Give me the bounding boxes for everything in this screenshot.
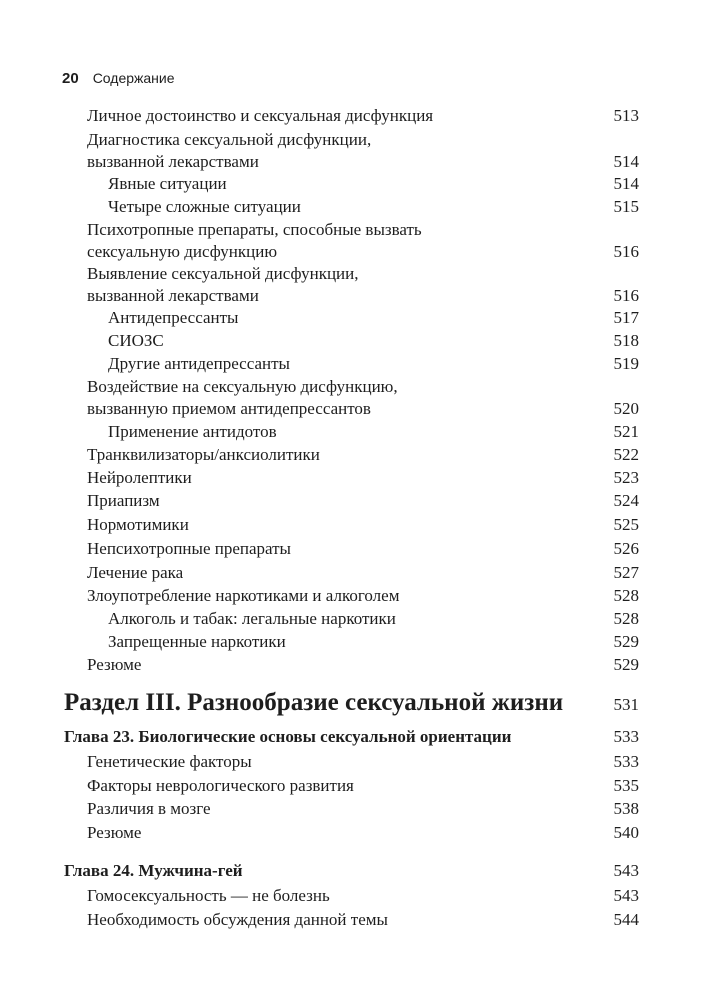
toc-entry-page: 527: [613, 563, 639, 582]
toc-subentry: [0, 420, 703, 443]
toc-entry: [0, 750, 703, 773]
toc-entry-page: 544: [613, 910, 639, 929]
toc-entry-page: 514: [613, 174, 639, 193]
toc-entry-page: 533: [613, 752, 639, 771]
toc-entry-page: 524: [613, 491, 639, 510]
toc-entry-title-cont: вызванной лекарствами: [87, 286, 259, 305]
toc-entry: [0, 218, 703, 264]
toc-chapter-heading: [0, 725, 703, 748]
toc-entry-page: 543: [613, 886, 639, 905]
toc-entry-page: 538: [613, 799, 639, 818]
toc-entry-title: Личное достоинство и сексуальная дисфункция: [87, 106, 434, 125]
toc-subentry: [0, 352, 703, 375]
toc-entry-page: 529: [613, 655, 639, 674]
toc-entry-page: 522: [613, 445, 639, 464]
toc-entry-title: Выявление сексуальной дисфункции,: [87, 264, 359, 283]
toc-part-heading: [0, 688, 703, 718]
toc-entry: [0, 375, 703, 421]
chapter-title: Глава 23. Биологические основы сексуальной ориентации: [64, 727, 512, 746]
page-number: 20: [62, 70, 79, 87]
toc-entry-title-cont: вызванную приемом антидепрессантов: [87, 399, 371, 418]
toc-entry-title: Нормотимики: [87, 515, 189, 534]
toc-entry-page: 531: [613, 695, 639, 714]
toc-entry-title: Необходимость обсуждения данной темы: [87, 910, 388, 929]
toc-entry: [0, 797, 703, 820]
toc-entry-title: Четыре сложные ситуации: [108, 197, 301, 216]
toc-entry-page: 528: [613, 586, 639, 605]
toc-subentry: [0, 607, 703, 630]
toc-entry-title: Гомосексуальность — не болезнь: [87, 886, 330, 905]
toc-entry-page: 528: [613, 609, 639, 628]
toc-entry-title: Антидепрессанты: [108, 308, 239, 327]
toc-subentry: [0, 195, 703, 218]
toc-entry-title: Нейролептики: [87, 468, 192, 487]
toc-entry-title: Транквилизаторы/анксиолитики: [87, 445, 320, 464]
toc-entry-page: 535: [613, 776, 639, 795]
toc-entry-title: Явные ситуации: [108, 174, 227, 193]
toc-entry-title: Злоупотребление наркотиками и алкоголем: [87, 586, 400, 605]
toc-entry: [0, 104, 703, 127]
running-header: [62, 70, 175, 90]
toc-entry-title: Приапизм: [87, 491, 160, 510]
toc-entry-title: Генетические факторы: [87, 752, 252, 771]
toc-entry-title: Воздействие на сексуальную дисфункцию,: [87, 377, 398, 396]
toc-entry-title: Применение антидотов: [108, 422, 277, 441]
toc-entry-title: Факторы неврологического развития: [87, 776, 354, 795]
toc-entry-page: 540: [613, 823, 639, 842]
toc-entry: [0, 561, 703, 584]
toc-entry-title: Непсихотропные препараты: [87, 539, 291, 558]
toc-entry-title: Резюме: [87, 655, 142, 674]
toc-entry-title: Диагностика сексуальной дисфункции,: [87, 130, 372, 149]
running-title: Содержание: [92, 70, 175, 86]
toc-entry-title-cont: вызванной лекарствами: [87, 152, 259, 171]
toc-entry-page: 525: [613, 515, 639, 534]
toc-entry-page: 514: [613, 152, 639, 171]
toc-entry: [0, 466, 703, 489]
toc-subentry: [0, 329, 703, 352]
toc-entry: [0, 443, 703, 466]
toc-entry-title-cont: сексуальную дисфункцию: [87, 242, 278, 261]
toc-chapter-heading: [0, 859, 703, 882]
toc-entry-page: 526: [613, 539, 639, 558]
toc-entry: [0, 884, 703, 907]
toc-entry-title: Психотропные препараты, способные вызвать: [87, 220, 422, 239]
toc-entry-page: 521: [613, 422, 639, 441]
toc-entry-page: 515: [613, 197, 639, 216]
toc-entry-page: 519: [613, 354, 639, 373]
chapter-title: Глава 24. Мужчина-гей: [64, 861, 243, 880]
toc-subentry: [0, 630, 703, 653]
toc-entry-page: 518: [613, 331, 639, 350]
toc-subentry: [0, 306, 703, 329]
toc-entry: [0, 653, 703, 676]
toc-entry: [0, 908, 703, 931]
toc-entry: [0, 584, 703, 607]
toc-entry: [0, 821, 703, 844]
toc-entry: [0, 128, 703, 174]
toc-entry-title: Различия в мозге: [87, 799, 211, 818]
toc-entry-page: 533: [613, 727, 639, 746]
toc-entry: [0, 262, 703, 308]
toc-entry-title: СИОЗС: [108, 331, 164, 350]
toc-entry-page: 520: [613, 399, 639, 418]
toc-entry-title: Другие антидепрессанты: [108, 354, 290, 373]
toc-entry-title: Резюме: [87, 823, 142, 842]
toc-entry-page: 543: [613, 861, 639, 880]
toc-entry-page: 529: [613, 632, 639, 651]
toc-entry-page: 513: [613, 106, 639, 125]
toc-entry-title: Запрещенные наркотики: [108, 632, 286, 651]
toc-entry-title: Алкоголь и табак: легальные наркотики: [108, 609, 396, 628]
toc-entry-page: 516: [613, 286, 639, 305]
toc-entry: [0, 489, 703, 512]
toc-entry-title: Лечение рака: [87, 563, 184, 582]
toc-entry: [0, 774, 703, 797]
toc-entry: [0, 537, 703, 560]
toc-entry-page: 523: [613, 468, 639, 487]
toc-entry-page: 517: [613, 308, 639, 327]
toc-entry-page: 516: [613, 242, 639, 261]
part-title: Раздел III. Разнообразие сексуальной жизни: [64, 689, 564, 716]
toc-entry: [0, 513, 703, 536]
toc-subentry: [0, 172, 703, 195]
